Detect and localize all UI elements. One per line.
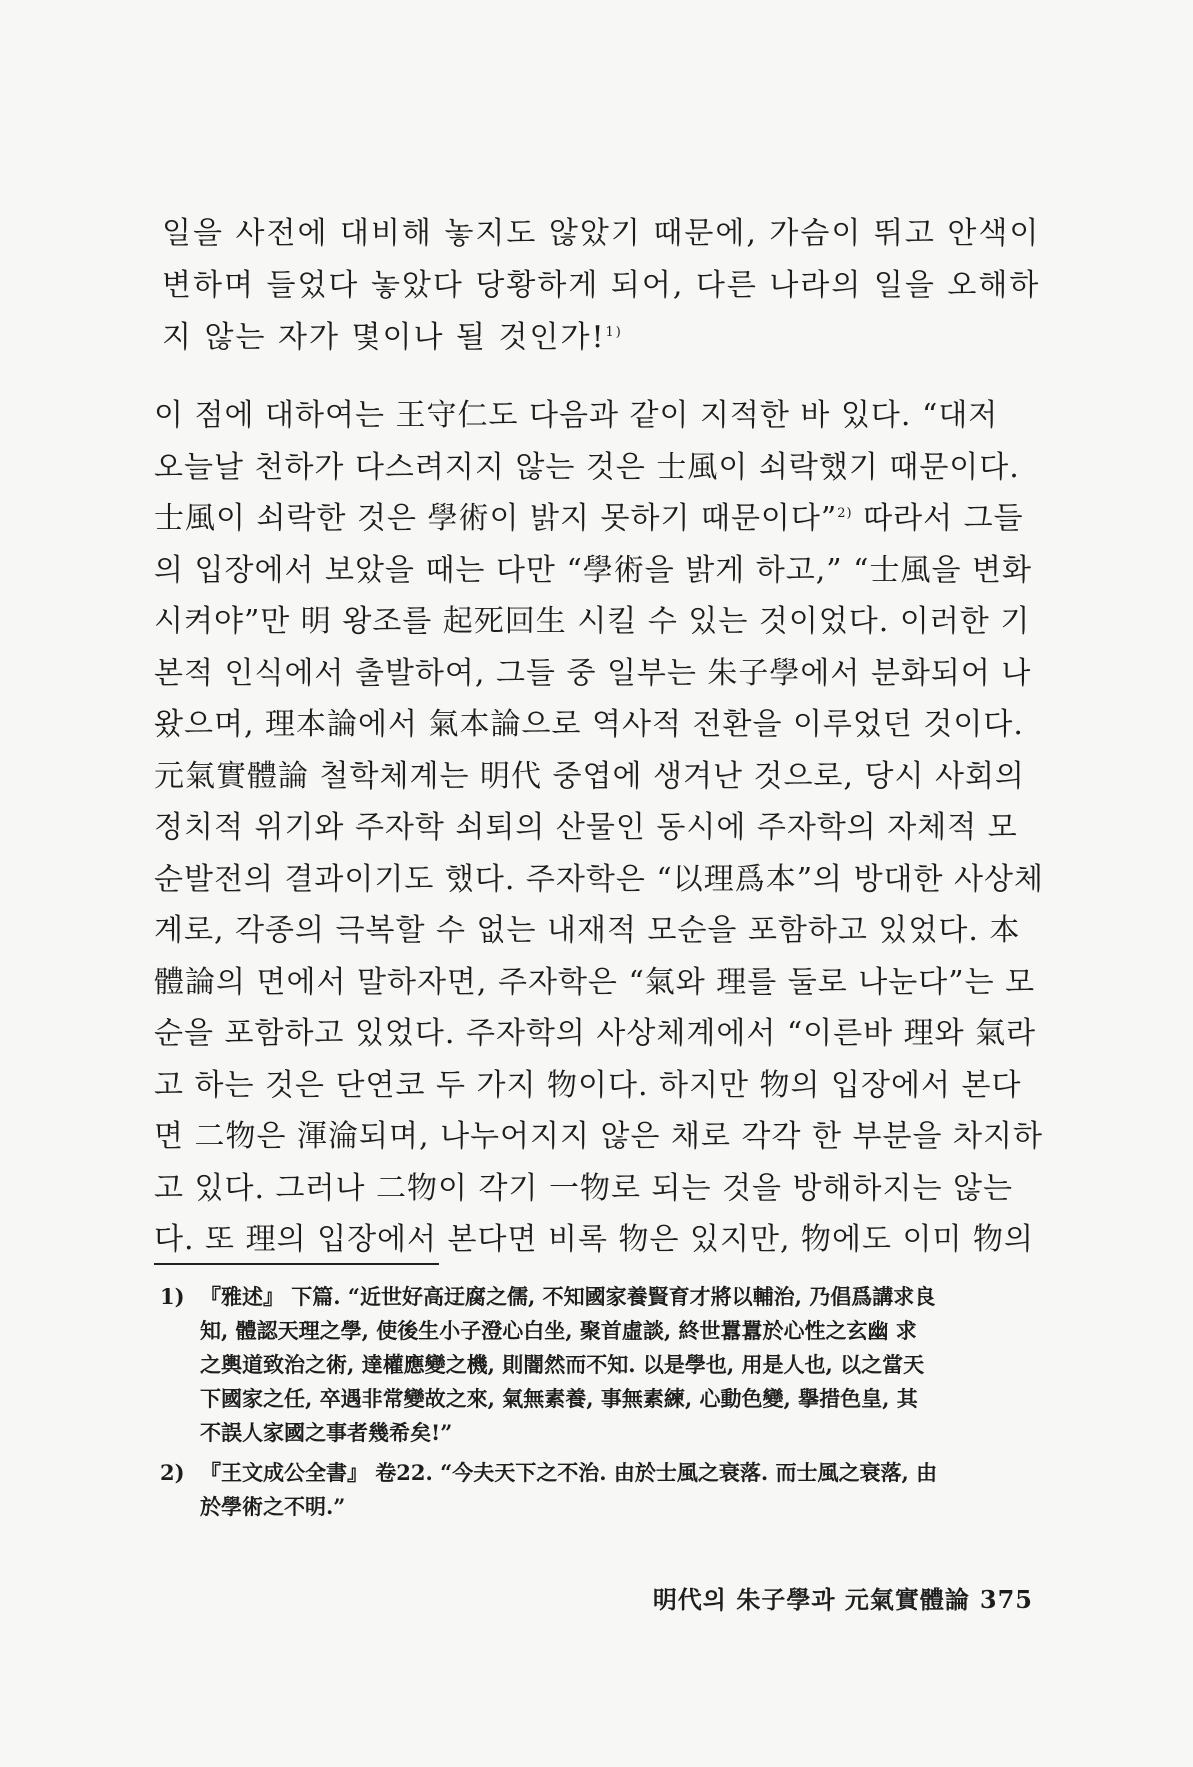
body-line: 왔으며, 理本論에서 氣本論으로 역사적 전환을 이루었던 것이다. [154, 707, 1024, 742]
body-line: 순발전의 결과이기도 했다. 주자학은 “以理爲本”의 방대한 사상체 [154, 861, 1044, 897]
footnote-1 [160, 1280, 1020, 1450]
body-line: 본적 인식에서 출발하여, 그들 중 일부는 朱子學에서 분화되어 나 [154, 655, 1032, 691]
body-line: 고 있다. 그러나 二物이 각기 一物로 되는 것을 방해하지는 않는 [154, 1170, 1013, 1206]
quote-line: 변하며 들었다 놓았다 당황하게 되어, 다른 나라의 일을 오해하 [162, 268, 1041, 303]
footnote-line: 『王文成公全書』 卷22. “今夫天下之不治. 由於士風之衰落. 而士風之衰落, 由 [200, 1460, 938, 1485]
footnote-line: 於學術之不明.” [200, 1494, 346, 1519]
body-line: 면 二物은 渾淪되며, 나누어지지 않은 채로 각각 한 부분을 차지하 [154, 1119, 1043, 1154]
body-line: 오늘날 천하가 다스려지지 않는 것은 士風이 쇠락했기 때문이다. [154, 449, 1020, 485]
body-line: 이 점에 대하여는 王守仁도 다음과 같이 지적한 바 있다. “대저 [154, 398, 999, 433]
footnote-line: 之輿道致治之術, 達權應變之機, 則闇然而不知. 以是學也, 用是人也, 以之當天 [200, 1352, 925, 1377]
body-line: 다. 또 理의 입장에서 본다면 비록 物은 있지만, 物에도 이미 物의 [154, 1222, 1035, 1257]
body-line: 순을 포함하고 있었다. 주자학의 사상체계에서 “이른바 理와 氣라 [154, 1016, 1037, 1051]
body-line: 士風이 쇠락한 것은 學術이 밝지 못하기 때문이다”$^{2)}$ 따라서 그들 [154, 501, 1024, 536]
body-paragraphs [154, 390, 1044, 1266]
body-line: 시켜야”만 明 왕조를 起死回生 시킬 수 있는 것이었다. 이러한 기 [154, 604, 1031, 639]
footnote-line: 『雅述』 下篇. “近世好高迂腐之儒, 不知國家養賢育才將以輔治, 乃倡爲講求良 [200, 1284, 936, 1309]
footnote-line: 知, 體認天理之學, 使後生小子澄心白坐, 聚首虛談, 終世囂囂於心性之玄幽 求 [200, 1318, 917, 1343]
quote-line: 지 않는 자가 몇이나 될 것인가!$^{1)}$ [162, 320, 623, 355]
page-number: 375 [979, 1585, 1033, 1614]
body-line: 정치적 위기와 주자학 쇠퇴의 산물인 동시에 주자학의 자체적 모 [154, 810, 1018, 845]
quote-line: 일을 사전에 대비해 놓지도 않았기 때문에, 가슴이 뛰고 안색이 [162, 216, 1041, 251]
block-quote [162, 208, 1041, 364]
running-title: 明代의 朱子學과 元氣實體論 [652, 1585, 970, 1614]
footnote-line: 不誤人家國之事者幾希矣!” [200, 1420, 453, 1445]
footnote-line: 下國家之任, 卒遇非常變故之來, 氣無素養, 事無素練, 心動色變, 擧措色皇, 其 [200, 1386, 918, 1411]
running-footer [643, 1580, 1033, 1615]
footnote-marker[interactable]: 1) [605, 325, 623, 340]
footnote-number: 1) [160, 1284, 185, 1309]
footnote-marker[interactable]: 2) [837, 506, 853, 521]
footnote-divider [154, 1263, 439, 1265]
footnote-2 [160, 1456, 1020, 1524]
body-line: 體論의 면에서 말하자면, 주자학은 “氣와 理를 둘로 나눈다”는 모 [154, 964, 1036, 1000]
body-line: 의 입장에서 보았을 때는 다만 “學術을 밝게 하고,” “士風을 변화 [154, 552, 1032, 588]
footnotes [160, 1280, 1020, 1530]
body-line: 고 하는 것은 단연코 두 가지 物이다. 하지만 物의 입장에서 본다 [154, 1067, 1022, 1103]
footnote-number: 2) [160, 1460, 185, 1485]
body-line: 元氣實體論 철학체계는 明代 중엽에 생겨난 것으로, 당시 사회의 [154, 758, 1025, 794]
body-line: 계로, 각종의 극복할 수 없는 내재적 모순을 포함하고 있었다. 本 [154, 913, 1021, 948]
